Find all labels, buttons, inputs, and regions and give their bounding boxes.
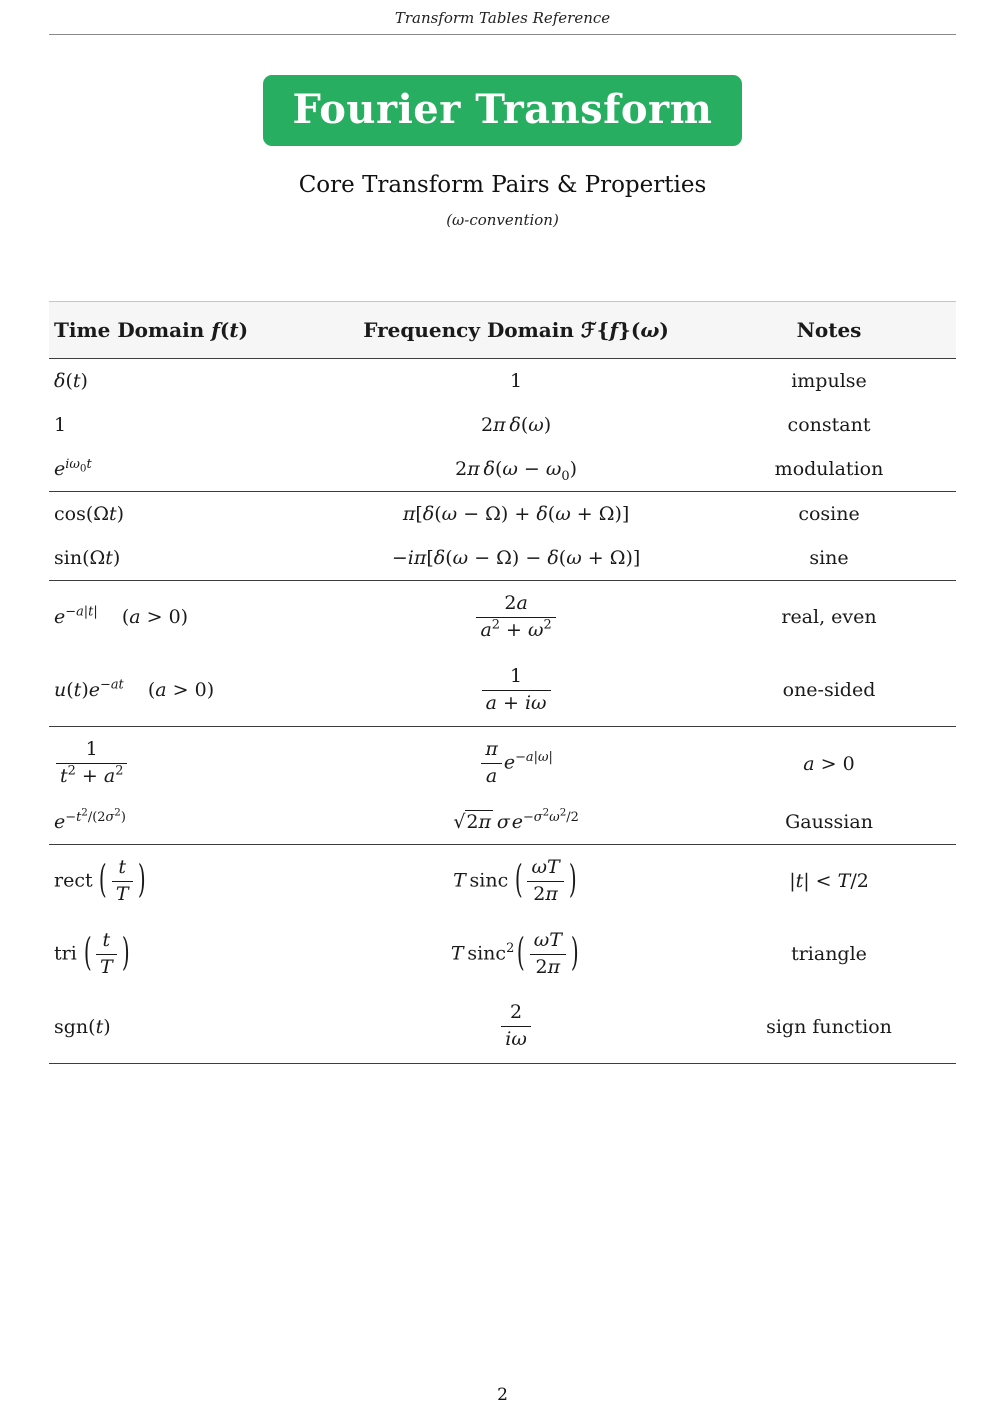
frequency-domain-cell: π[δ(ω − Ω) + δ(ω + Ω)] [402, 503, 630, 525]
convention-note: (ω-convention) [446, 211, 559, 229]
time-domain-cell: cos(Ωt) [54, 503, 125, 525]
notes-cell: sign function [702, 990, 956, 1063]
table-row [49, 800, 956, 845]
header-notes: Notes [702, 302, 956, 359]
table-row [49, 654, 956, 727]
notes-cell: cosine [798, 503, 860, 525]
title-badge: Fourier Transform [263, 75, 743, 146]
time-domain-cell: $\frac{1}{t^2 + a^2}$ [49, 727, 330, 800]
page-number: 2 [497, 1385, 508, 1405]
notes-cell: triangle [791, 943, 867, 966]
table-row [49, 918, 956, 991]
page-subtitle: Core Transform Pairs & Properties [298, 172, 707, 198]
running-header-title: Transform Tables Reference [394, 9, 611, 27]
table-row [49, 359, 956, 404]
transform-table-body [49, 359, 956, 1064]
time-domain-cell: rect ( $\frac{t}{T}$ ) [54, 856, 146, 905]
notes-cell: constant [787, 414, 871, 436]
header-frequency-domain: Frequency Domain ℱ{f}(ω) [330, 302, 702, 359]
table-row [49, 536, 956, 581]
time-domain-cell: $e^{i\omega_0t}$ [49, 447, 330, 492]
frequency-domain-cell: 1 [510, 370, 523, 392]
notes-cell: a > 0 [803, 752, 855, 775]
time-domain-cell: $e^{-a|t|}$ (a > 0) [54, 605, 189, 629]
table-header-row [49, 302, 956, 359]
transform-table-head [49, 302, 956, 359]
time-domain-cell: $e^{-t^2/(2\sigma^2)}$ [49, 800, 330, 845]
frequency-domain-cell: $\frac{2}{i\omega}$ [330, 990, 702, 1063]
time-domain-cell: sgn(t) [49, 990, 330, 1063]
table-row [49, 727, 956, 800]
frequency-domain-cell: 2π δ(ω) [480, 414, 552, 436]
notes-cell: impulse [791, 370, 867, 392]
table-row [49, 492, 956, 537]
running-header-rule [49, 34, 956, 35]
frequency-domain-cell: T sinc$^2$ ( $\frac{\omega T}{2\pi}$ ) [450, 928, 579, 978]
time-domain-cell: δ(t) [54, 370, 88, 392]
table-row [49, 990, 956, 1063]
time-domain-cell: sin(Ωt) [49, 536, 330, 581]
table-row [49, 403, 956, 447]
notes-cell: modulation [702, 447, 956, 492]
notes-cell: real, even [781, 606, 877, 629]
time-domain-cell: $u(t)e^{-at}$ (a > 0) [49, 654, 330, 727]
transform-table [49, 301, 956, 1064]
header-time-domain: Time Domain f(t) [49, 302, 330, 359]
frequency-domain-cell: $\frac{2a}{a^2 + \omega^2}$ [330, 581, 702, 654]
frequency-domain-cell: 2π $\delta(\omega - \omega_0)$ [330, 447, 702, 492]
frequency-domain-cell: T sinc ( $\frac{\omega T}{2\pi}$ ) [453, 856, 577, 905]
frequency-domain-cell: $\frac{1}{a + i\omega}$ [330, 654, 702, 727]
time-domain-cell: tri ( $\frac{t}{T}$ ) [54, 928, 130, 978]
frequency-domain-cell: −iπ[δ(ω − Ω) − δ(ω + Ω)] [330, 536, 702, 581]
frequency-domain-cell: $\frac{\pi}{a}$ $e^{-a|\omega|}$ [330, 727, 702, 800]
notes-cell: one-sided [702, 654, 956, 727]
table-row [49, 581, 956, 654]
frequency-domain-cell: √2π σ $e^{-\sigma^2\omega^2/2}$ [330, 800, 702, 845]
notes-cell: sine [702, 536, 956, 581]
table-row [49, 447, 956, 492]
notes-cell: |t| < T/2 [789, 870, 869, 893]
notes-cell: Gaussian [702, 800, 956, 845]
table-row [49, 845, 956, 918]
time-domain-cell: 1 [54, 414, 67, 436]
